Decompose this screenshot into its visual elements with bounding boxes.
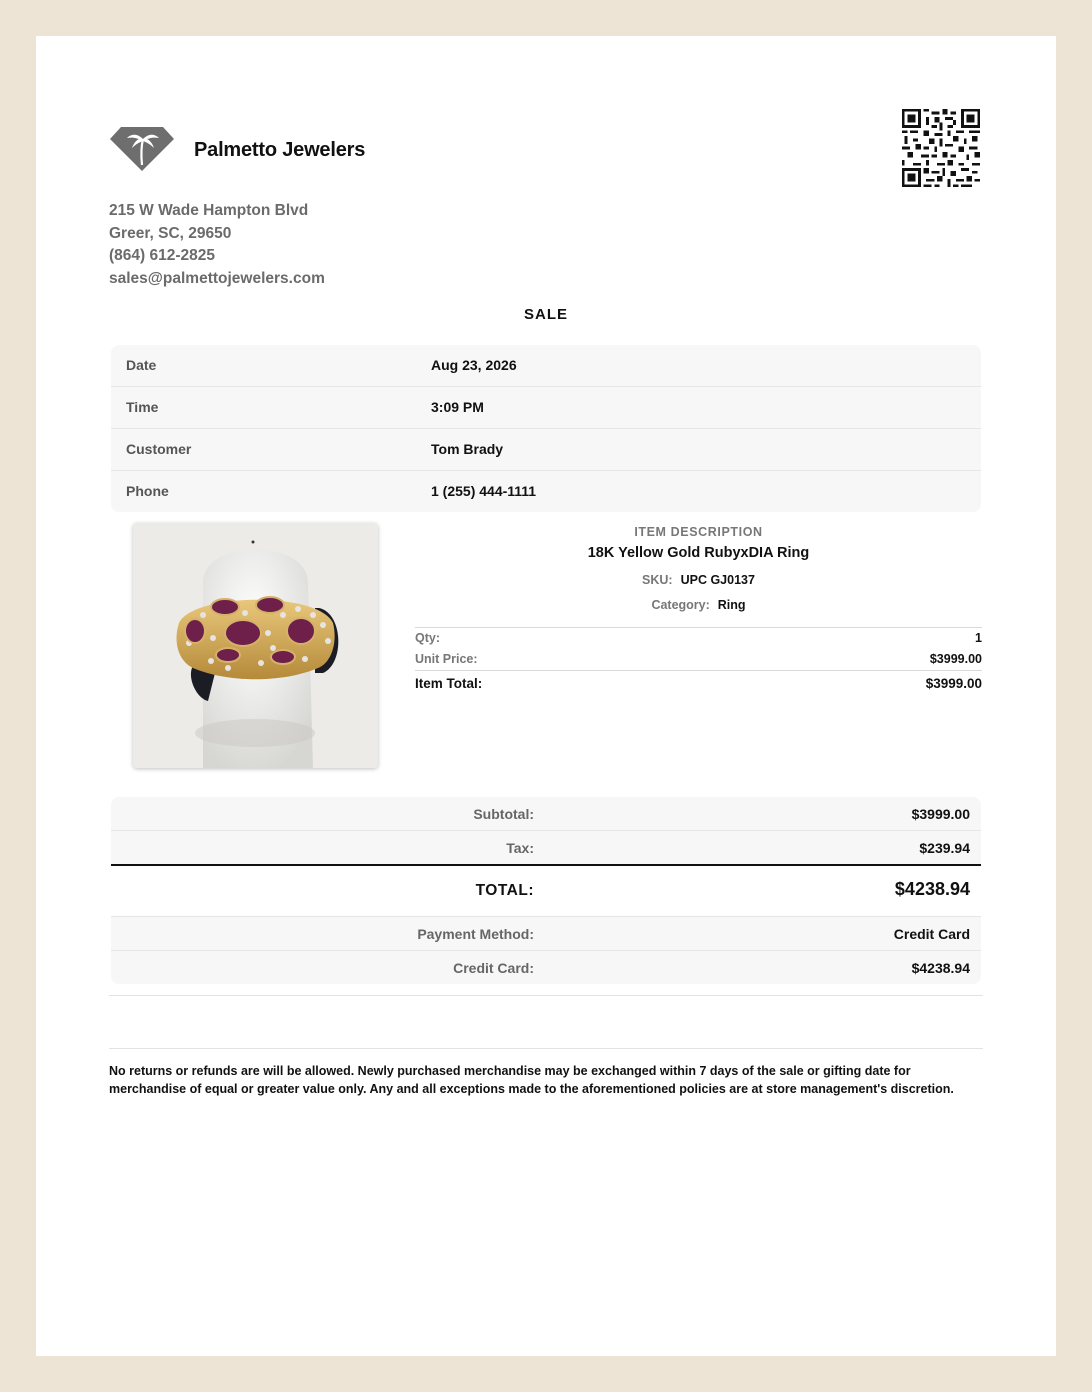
item-sku [415,573,982,587]
tax-value: $239.94 [919,840,970,856]
address-street: 215 W Wade Hampton Blvd [109,202,309,219]
item-description-heading: ITEM DESCRIPTION [634,525,763,539]
payment-method-row [111,917,981,951]
qr-code-icon [902,109,980,187]
unit-price-label: Unit Price: [415,652,478,666]
address-city: Greer, SC, 29650 [109,224,232,242]
sku-label: SKU: [642,573,673,587]
return-policy-text: No returns or refunds are will be allowed. Newly purchased merchandise may be exchanged within 7 days of the sale or gifting date for merchandise of equal or greater value only. Any and all exceptions made to the aforementioned policies are at store management's discretion. [109,1064,954,1096]
info-label: Time [126,399,159,415]
grand-total-row [111,864,981,917]
subtotal-label: Subtotal: [473,806,534,822]
item-details [415,525,982,691]
info-row-date [111,345,981,387]
item-pricing [415,627,982,699]
divider [109,995,983,996]
receipt-page [36,36,1056,1356]
unit-price-row [415,649,982,670]
info-label: Date [126,357,157,373]
credit-card-value: $4238.94 [911,960,970,976]
document-type: SALE [523,306,568,323]
item-category [415,598,982,612]
total-label: TOTAL: [475,882,534,899]
info-row-time [111,387,981,429]
subtotal-row [111,797,981,831]
divider [109,1048,983,1049]
ring-image-icon [133,523,378,768]
total-value: $4238.94 [894,879,970,899]
info-value: Tom Brady [431,441,504,457]
totals-summary [111,797,981,984]
info-label: Phone [126,483,169,499]
sale-info-table [111,345,981,512]
info-value: Aug 23, 2026 [431,357,517,373]
subtotal-value: $3999.00 [911,806,970,822]
unit-price-value: $3999.00 [929,652,982,666]
info-label: Customer [126,441,192,457]
qty-row [415,628,982,649]
credit-card-label: Credit Card: [453,960,534,976]
credit-card-row [111,951,981,984]
diamond-palm-logo-icon [109,125,175,173]
store-email: sales@palmettojewelers.com [109,269,325,287]
info-value: 3:09 PM [431,399,484,415]
info-row-phone [111,471,981,512]
category-label: Category: [651,598,710,612]
qty-value: 1 [975,631,982,645]
item-name: 18K Yellow Gold RubyxDIA Ring [587,545,810,561]
store-name: Palmetto Jewelers [194,139,366,161]
payment-method-label: Payment Method: [417,926,534,942]
category-value: Ring [717,598,746,612]
sku-value: UPC GJ0137 [680,573,755,587]
item-total-label: Item Total: [415,676,483,691]
store-address [109,200,325,290]
info-value: 1 (255) 444-1111 [431,483,537,499]
tax-row [111,831,981,864]
qty-label: Qty: [415,631,440,645]
payment-method-value: Credit Card [893,926,970,942]
item-photo [133,523,378,768]
item-total-value: $3999.00 [925,676,982,691]
store-phone: (864) 612-2825 [109,247,215,264]
tax-label: Tax: [506,840,534,856]
info-row-customer [111,429,981,471]
item-total-row [415,671,982,699]
